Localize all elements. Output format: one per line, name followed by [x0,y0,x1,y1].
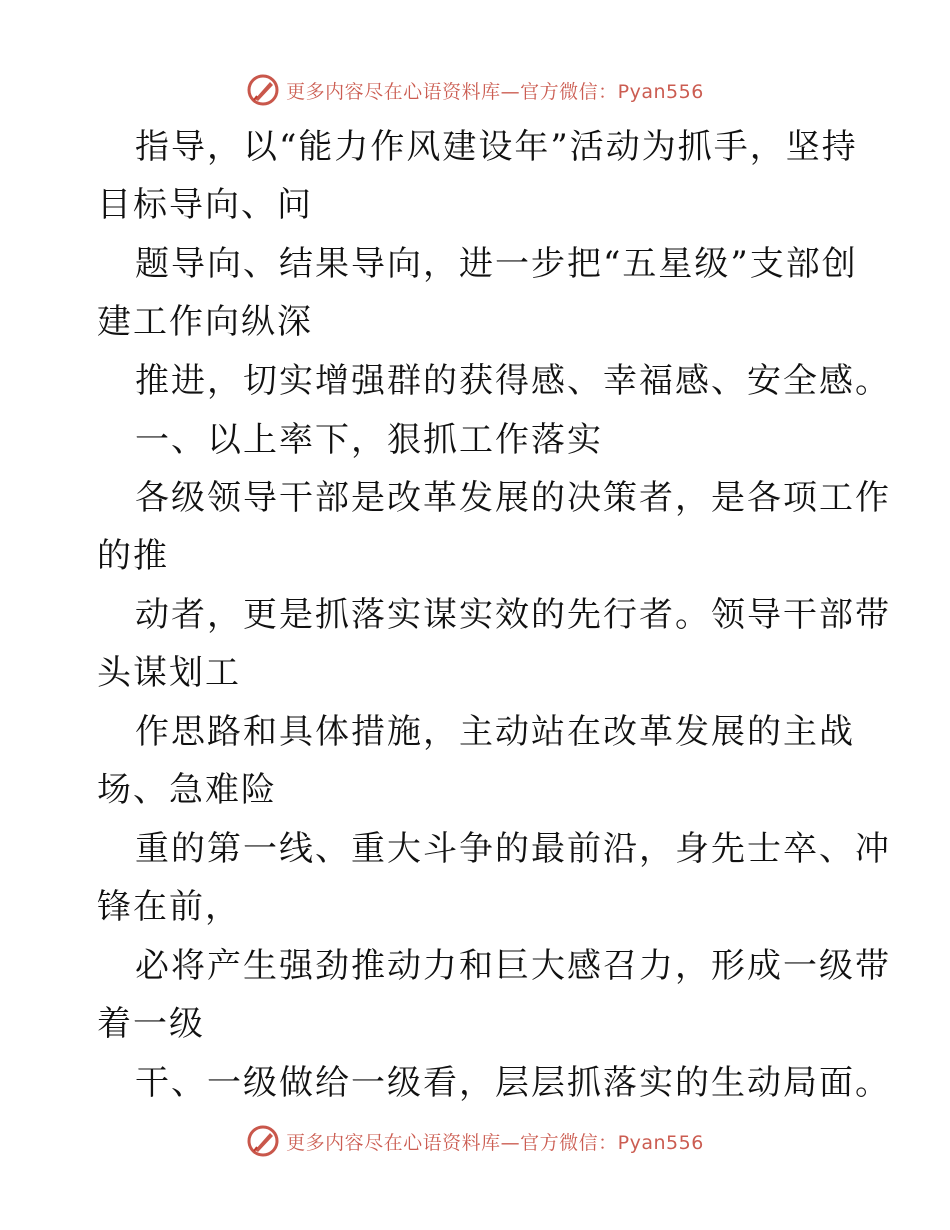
body-line: 重的第一线、重大斗争的最前沿，身先士卒、冲 [135,829,891,869]
quill-seal-icon [246,73,280,107]
body-line: 着一级 [97,1004,205,1044]
body-line: 干、一级做给一级看，层层抓落实的生动局面。 [135,1063,891,1103]
body-line: 题导向、结果导向，进一步把“五星级”支部创 [135,244,858,284]
body-line: 建工作向纵深 [97,302,313,342]
body-line: 头谋划工 [97,653,241,693]
body-line: 动者，更是抓落实谋实效的先行者。领导干部带 [135,595,891,635]
footer-banner-text: 更多内容尽在心语资料库—官方微信：Pyan556 [286,1131,704,1154]
section-heading: 一、以上率下，狠抓工作落实 [135,420,603,460]
header-banner-text: 更多内容尽在心语资料库—官方微信：Pyan556 [286,80,704,103]
body-line: 推进，切实增强群的获得感、幸福感、安全感。 [135,361,891,401]
body-line: 作思路和具体措施，主动站在改革发展的主战 [135,712,855,752]
body-line: 指导，以“能力作风建设年”活动为抓手，坚持 [135,127,858,167]
body-line: 的推 [97,536,169,576]
body-line: 必将产生强劲推动力和巨大感召力，形成一级带 [135,946,891,986]
body-line: 场、急难险 [97,770,277,810]
footer-banner [0,1121,950,1161]
body-line: 目标导向、问 [97,185,313,225]
header-banner [0,70,950,110]
body-line: 锋在前， [97,887,241,927]
body-line: 各级领导干部是改革发展的决策者，是各项工作 [135,478,891,518]
quill-seal-icon [246,1124,280,1158]
